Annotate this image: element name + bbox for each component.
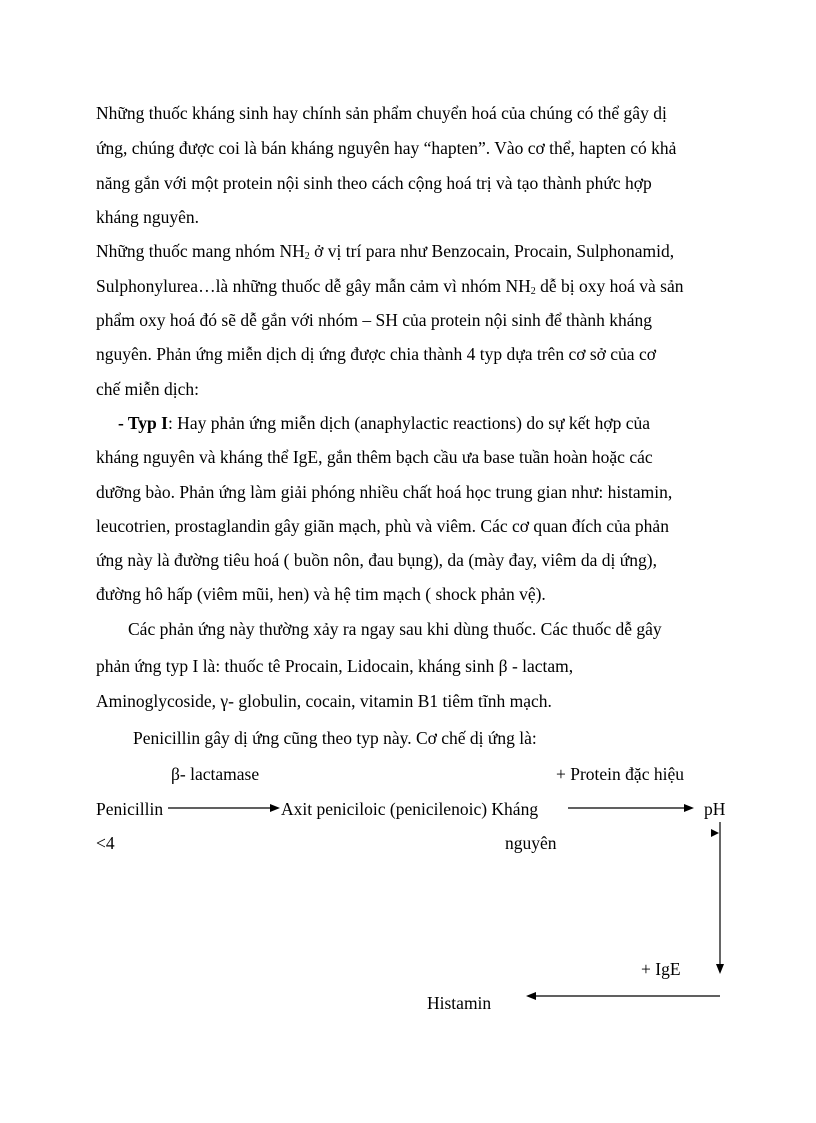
text-line: leucotrien, prostaglandin gây giãn mạch, phù và viêm. Các cơ quan đích của phản [96, 516, 669, 536]
text-span: Những thuốc mang nhóm NH [96, 241, 305, 261]
subscript: 2 [530, 286, 536, 297]
text-span: dễ bị oxy hoá và sản [535, 276, 684, 296]
beta-lactamase-label: β- lactamase [171, 764, 260, 784]
text-line: dưỡng bào. Phản ứng làm giải phóng nhiều chất hoá học trung gian như: histamin, [96, 482, 673, 502]
arrow-small-right [711, 829, 719, 837]
axit-label: Axit peniciloic (penicilenoic) Kháng [281, 799, 539, 819]
text-line: Những thuốc kháng sinh hay chính sản phẩm chuyển hoá của chúng có thể gây dị [96, 103, 667, 123]
lt4-label: <4 [96, 833, 115, 853]
text-span: Sulphonylurea…là những thuốc dễ gây mẫn cảm vì nhóm NH [96, 276, 531, 296]
text-line: nguyên. Phản ứng miễn dịch dị ứng được chia thành 4 typ dựa trên cơ sở của cơ [96, 344, 656, 364]
penicillin-label: Penicillin [96, 799, 164, 819]
arrow-to-histamin [526, 992, 720, 1000]
text-line: ứng, chúng được coi là bán kháng nguyên hay “hapten”. Vào cơ thể, hapten có khả [96, 138, 677, 158]
text-line: đường hô hấp (viêm mũi, hen) và hệ tim mạch ( shock phản vệ). [96, 584, 546, 604]
text-line: kháng nguyên và kháng thể IgE, gắn thêm bạch cầu ưa base tuần hoàn hoặc các [96, 447, 653, 467]
text-line: phản ứng typ I là: thuốc tê Procain, Lidocain, kháng sinh β - lactam, [96, 656, 574, 676]
subscript: 2 [304, 251, 310, 262]
text-line: chế miễn dịch: [96, 379, 200, 399]
typ-heading: - Typ I [118, 413, 168, 433]
text-span: ở vị trí para như Benzocain, Procain, Sulphonamid, [309, 241, 675, 261]
text-span: : Hay phản ứng miễn dịch (anaphylactic reactions) do sự kết hợp của [167, 413, 651, 433]
protein-label: + Protein đặc hiệu [556, 764, 684, 784]
arrow-khang-to-ph [568, 804, 694, 812]
text-line: Các phản ứng này thường xảy ra ngay sau khi dùng thuốc. Các thuốc dễ gây [128, 619, 662, 639]
text-line: Aminoglycoside, γ- globulin, cocain, vitamin B1 tiêm tĩnh mạch. [96, 691, 552, 711]
ph-label: pH [704, 799, 726, 819]
nguyen-label: nguyên [505, 833, 557, 853]
ige-label: + IgE [641, 959, 681, 979]
arrow-penicillin-to-axit [168, 804, 280, 812]
arrow-down-ige [716, 822, 724, 974]
text-line: Penicillin gây dị ứng cũng theo typ này. Cơ chế dị ứng là: [133, 728, 537, 748]
histamin-label: Histamin [427, 993, 492, 1013]
text-line: phẩm oxy hoá đó sẽ dễ gắn với nhóm – SH của protein nội sinh để thành kháng [96, 310, 653, 330]
text-line: ứng này là đường tiêu hoá ( buồn nôn, đau bụng), da (mày đay, viêm da dị ứng), [96, 550, 657, 570]
text-line: kháng nguyên. [96, 207, 200, 227]
text-line: năng gắn với một protein nội sinh theo cách cộng hoá trị và tạo thành phức hợp [96, 173, 652, 193]
